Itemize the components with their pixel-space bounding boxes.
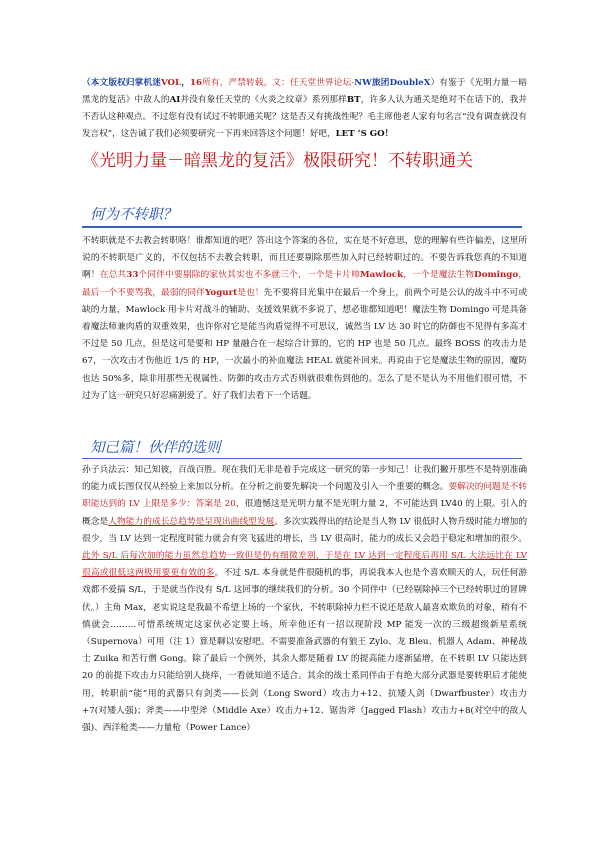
- section-1-body: [82, 233, 527, 405]
- intro-end: ！: [384, 129, 394, 139]
- s1-text-5: ，最后一个不要骂我，最弱的同伴: [82, 270, 528, 298]
- s2-text-7: 。不过 S/L 本身就是件很随机的事，再说我本人也是个喜欢顺天的人，玩任何游戏都不爱搞 S/L，于是就当作没有 S/L 这回事的继续我们的分析。30 个同伴中（已经剔除掉三个已经转职过的冒牌伏。）主角 Max，老实说这是我最不希望上场的一个家伙，不转职除掉力栏不说还是敌人最喜欢欺负的对象，稍有不慎就会………可惜系统规定这家伙必定要上场，所幸他还有一招以现阶段 MP 能发一次的三级超级新星系统（Supernova）可用（注 1）算是聊以安慰吧。不需要准备武器的有狼王 Zylo、龙 Bleu、机器人 Adam、神秘战士 Zuika 和苦行僧 Gong。除了最后一个例外，其余人都是随着 LV 的提高能力逐渐猛增，在不转职 LV 只能达到 20 的前提下攻击力只能给别人挠痒，一看就知道不适合。其余的战士系同伴由于有绝大部分武器是要转职后才能使用，转职前“能”用的武器只有剑类——长剑（Long Sword）攻击力+12、抗矮人剑（Dwarfbuster）攻击力+7(对矮人强)；斧类——中型斧（Middle Axe）攻击力+12、锯齿斧（Jagged Flash）攻击力+8(对空中的敌人强)、西洋枪类——力量枪（Power Lance）: [82, 568, 528, 734]
- s1-yogurt: Yogurt: [204, 287, 238, 298]
- s2-sl-note: 此外 S/L 后每次加的能力虽然总趋势一致但是仍有细微差别，于是在 LV 达到一定程度后再用 S/L 大法远比在 LV 很高或很低这两极用要更有效的多: [82, 551, 527, 579]
- intro-author: DoubleX: [389, 78, 431, 88]
- s1-mawlock: Mawlock: [359, 270, 404, 281]
- intro-ai: AI: [169, 95, 181, 105]
- intro-source: 所有，严禁转载。文：任天堂世界论坛-: [201, 78, 355, 88]
- intro-site: NW: [354, 78, 372, 88]
- section-divider-1: [82, 226, 522, 228]
- article-title: 《光明力量－暗黑龙的复活》极限研究！不转职通关: [82, 151, 473, 171]
- section-divider-2: [82, 458, 522, 459]
- intro-paragraph: [82, 75, 527, 143]
- s2-text-3: ，很遗憾这是光明力量不是光明力量 2，不可能达到 LV40 的上限。引入的概念是: [82, 499, 527, 527]
- intro-comma: ，: [181, 78, 191, 88]
- s2-text-1: 孙子兵法云：知己知彼，百战百胜。现在我们无非是着手完成这一研究的第一步知己！让我们撇开那些不是特别准确的能力成长图仅仅从经验上来加以分析。在分析之前要先解决一个问题及引入一个重要的概念。: [82, 465, 527, 493]
- s1-domingo: Domingo: [474, 270, 519, 281]
- intro-text-3: ，许多人认为通关是绝对不在话下的，我并不否认这种观点。不过您有没有试过不转职通关呢？这是否又有挑战性呢？毛主席他老人家有句名言“没有调查就没有发言权”，这告诫了我们必须要研究一下再来回答这个问题！好吧，: [82, 95, 527, 139]
- section-heading-2: 知己篇！伙伴的选则: [90, 440, 221, 456]
- s1-text-2: 在总共: [99, 270, 127, 281]
- intro-bt: BT: [346, 95, 361, 105]
- intro-text-1: ）有鉴于《光明力量－暗黑龙的复活》中敌人的: [82, 78, 527, 105]
- intro-group: 旅团: [371, 78, 390, 88]
- intro-lets-go: LET ‘S GO: [335, 129, 385, 139]
- section-2-body: [82, 462, 527, 737]
- intro-vol: VOL: [161, 78, 182, 88]
- s2-growth-concept: 人物能力的成长总趋势是呈现出曲线型发展: [108, 516, 275, 527]
- intro-copyright: （本文版权归掌机迷: [82, 78, 161, 88]
- s1-text-1: 不转职就是不去教会转职咯！谁都知道的吧？答出这个答案的各位，实在是不好意思，您的理解有些许偏差，这里所说的不转职是广义的，不仅包括不去教会转职，而且还要剔除那些加入时已经转职过的。不要告诉我您真的不知道啊！: [82, 236, 527, 281]
- s2-text-5: 。多次实践得出的结论是当人物 LV 很低时人物升级时能力增加的很少，当 LV 达到一定程度时能力就会有突飞猛进的增长，当 LV 很高时，能力的成长又会趋于稳定和增加的很少。: [82, 516, 528, 544]
- s1-text-6: 是也！: [237, 287, 264, 298]
- s1-text-3: 个同伴中要剔除的家伙其实也不多就三个，一个是卡片帅: [138, 270, 360, 281]
- s1-number-33: 33: [126, 270, 139, 281]
- s1-text-4: ，一个是魔法生物: [403, 270, 475, 281]
- s1-text-7: 先不要将目光集中在最后一个身上，前两个可是公认的战斗中不可或缺的力量，Mawlock 用卡片对战斗的辅助、支援效果就不多说了，想必谁都知道吧！魔法生物 Domingo 可是具备着魔法师兼肉盾的双重效果，也许你对它是能当肉盾觉得不可思议，诚然当 LV 达 30 时它的防御也不见得有多高才不过是 50 几点，但是这可是要和 HP 量融合在一起综合计算的，它的 HP 也是 50 几点。最终 BOSS 的攻击力是 67，一次攻击才伤他近 1/5 的 HP，一次最小的补血魔法 HEAL 就能补回来。再说由于它是魔法生物的原因，魔防也达 50%多，除非用那些无视属性、防御的攻击方式否则就很难伤到他的。怎么了是不是认为不用他们很可惜，不过为了这一研究只好忍痛割爱了。好了我们去看下一个话题。: [82, 287, 528, 401]
- intro-issue-number: 16: [190, 78, 202, 88]
- s2-question-answer: 要解决的问题是不转职能达到的 LV 上限是多少：答案是 20: [82, 482, 528, 510]
- section-heading-1: 何为不转职？: [90, 207, 177, 223]
- intro-text-2: 并没有象任天堂的《火炎之纹章》系列那样: [180, 95, 347, 105]
